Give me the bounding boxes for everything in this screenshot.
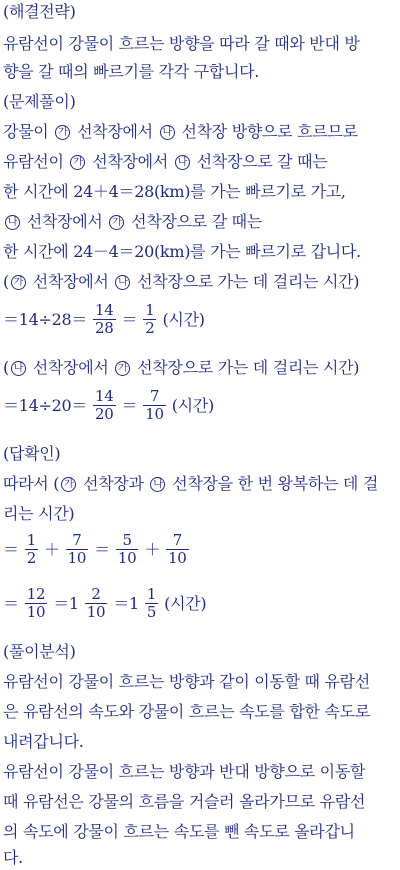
unit-text: (시간) (164, 593, 207, 613)
equation-4 (3, 586, 398, 621)
denominator: 10 (168, 549, 187, 567)
analysis-line-1: 유람선이 강물이 흐르는 방향과 같이 이동할 때 유람선 (3, 672, 370, 691)
fraction (166, 532, 189, 567)
denominator: 2 (26, 549, 36, 567)
eq-text: ＝ (121, 395, 138, 415)
solve-line-1 (3, 122, 398, 142)
unit-text: (시간) (162, 309, 205, 329)
heading-check: (답확인) (3, 444, 61, 463)
text: ( (3, 272, 9, 291)
numerator: 5 (122, 531, 132, 549)
eq-text: ＋ (43, 539, 60, 559)
analysis-line-2: 은 유람선의 속도와 강물이 흐르는 속도를 합한 속도로 (3, 702, 370, 721)
eq-text: ＝14÷20＝ (3, 395, 88, 415)
fraction (143, 302, 156, 337)
text: 선착장과 (83, 474, 144, 493)
time1-label (3, 272, 398, 292)
denominator: 28 (95, 319, 114, 337)
analysis-line-6: 의 속도에 강물이 흐르는 속도를 뺀 속도로 올라갑니 (3, 822, 355, 841)
text: ( (3, 358, 9, 377)
strategy-line-2: 향을 갈 때의 빠르기를 각각 구합니다. (3, 62, 260, 81)
fraction (93, 302, 116, 337)
eq-text: ＝ (94, 539, 110, 559)
text: 선착장으로 가는 데 걸리는 시간) (137, 272, 360, 291)
circled-na-icon: 나 (175, 155, 190, 170)
circled-na-icon: 나 (150, 477, 165, 492)
text: 선착장에서 (32, 272, 109, 291)
analysis-line-4: 유람선이 강물이 흐르는 방향과 반대 방향으로 이동할 (3, 762, 366, 781)
numerator: 14 (95, 387, 114, 405)
fraction (116, 532, 139, 567)
numerator: 7 (149, 387, 160, 405)
numerator: 1 (145, 301, 155, 319)
denominator: 10 (86, 603, 106, 621)
circled-na-icon: 나 (160, 125, 175, 140)
eq-text: ＝ (3, 593, 19, 613)
numerator: 14 (95, 301, 114, 319)
circled-ga-icon: 가 (55, 125, 70, 140)
heading-solve: (문제풀이) (3, 92, 76, 111)
circled-ga-icon: 가 (70, 155, 85, 170)
solve-line-2 (3, 152, 398, 172)
equation-3 (3, 532, 398, 567)
solve-line-5: 한 시간에 24－4＝20(km)를 가는 빠르기로 갑니다. (3, 242, 361, 261)
analysis-line-5: 때 유람선은 강물의 흐름을 거슬러 올라가므로 유람선 (3, 792, 366, 811)
circled-ga-icon: 가 (61, 477, 76, 492)
numerator: 7 (72, 531, 82, 549)
fraction (143, 388, 166, 423)
fraction (25, 532, 38, 567)
check-line-2: 리는 시간) (3, 504, 75, 523)
analysis-line-3: 내려갑니다. (3, 732, 84, 751)
text: 따라서 ( (3, 474, 60, 493)
numerator: 2 (91, 585, 101, 603)
fraction (66, 532, 89, 567)
text: 유람선이 (3, 152, 64, 171)
text: 선착장으로 가는 데 걸리는 시간) (137, 358, 360, 377)
unit-text: (시간) (171, 395, 214, 415)
circled-ga-icon: 가 (11, 275, 26, 290)
circled-na-icon: 나 (11, 361, 26, 376)
analysis-line-7: 다. (3, 848, 23, 867)
denominator: 10 (67, 549, 87, 567)
denominator: 20 (95, 405, 114, 423)
denominator: 5 (146, 603, 157, 621)
equation-1 (3, 302, 398, 337)
text: 선착장에서 (77, 122, 153, 141)
text: 선착장에서 (92, 152, 168, 171)
eq-text: ＝1 (53, 593, 79, 613)
text: 강물이 (3, 122, 49, 141)
equation-2 (3, 388, 398, 423)
check-line-1 (3, 474, 398, 494)
circled-ga-icon: 가 (109, 215, 124, 230)
solve-line-4 (3, 212, 398, 232)
eq-text: ＋ (144, 539, 161, 559)
fraction (85, 586, 108, 621)
denominator: 10 (145, 405, 164, 423)
heading-analysis: (풀이분석) (3, 642, 76, 661)
text: 선착장에서 (26, 212, 103, 231)
fraction (145, 586, 158, 621)
text: 선착장 방향으로 흐르므로 (181, 122, 358, 141)
text: 선착장으로 갈 때는 (131, 212, 262, 231)
circled-na-icon: 나 (115, 275, 130, 290)
strategy-line-1: 유람선이 강물이 흐르는 방향을 따라 갈 때와 반대 방 (3, 34, 360, 53)
eq-text: ＝ (121, 309, 138, 329)
denominator: 10 (117, 549, 137, 567)
eq-text: ＝ (3, 539, 19, 559)
fraction (25, 586, 48, 621)
denominator: 10 (26, 603, 46, 621)
text: 선착장에서 (32, 358, 109, 377)
numerator: 1 (26, 531, 36, 549)
heading-strategy: (해결전략) (3, 2, 76, 21)
numerator: 12 (26, 585, 46, 603)
text: 선착장을 한 번 왕복하는 데 걸 (172, 474, 379, 493)
numerator: 1 (146, 585, 157, 603)
eq-text: ＝14÷28＝ (3, 309, 88, 329)
eq-text: ＝1 (113, 593, 139, 613)
fraction (93, 388, 116, 423)
circled-na-icon: 나 (5, 215, 20, 230)
numerator: 7 (172, 531, 182, 549)
time2-label (3, 358, 398, 378)
solve-line-3: 한 시간에 24＋4＝28(km)를 가는 빠르기로 가고, (3, 182, 346, 201)
text: 선착장으로 갈 때는 (196, 152, 328, 171)
denominator: 2 (145, 319, 155, 337)
circled-ga-icon: 가 (115, 361, 130, 376)
